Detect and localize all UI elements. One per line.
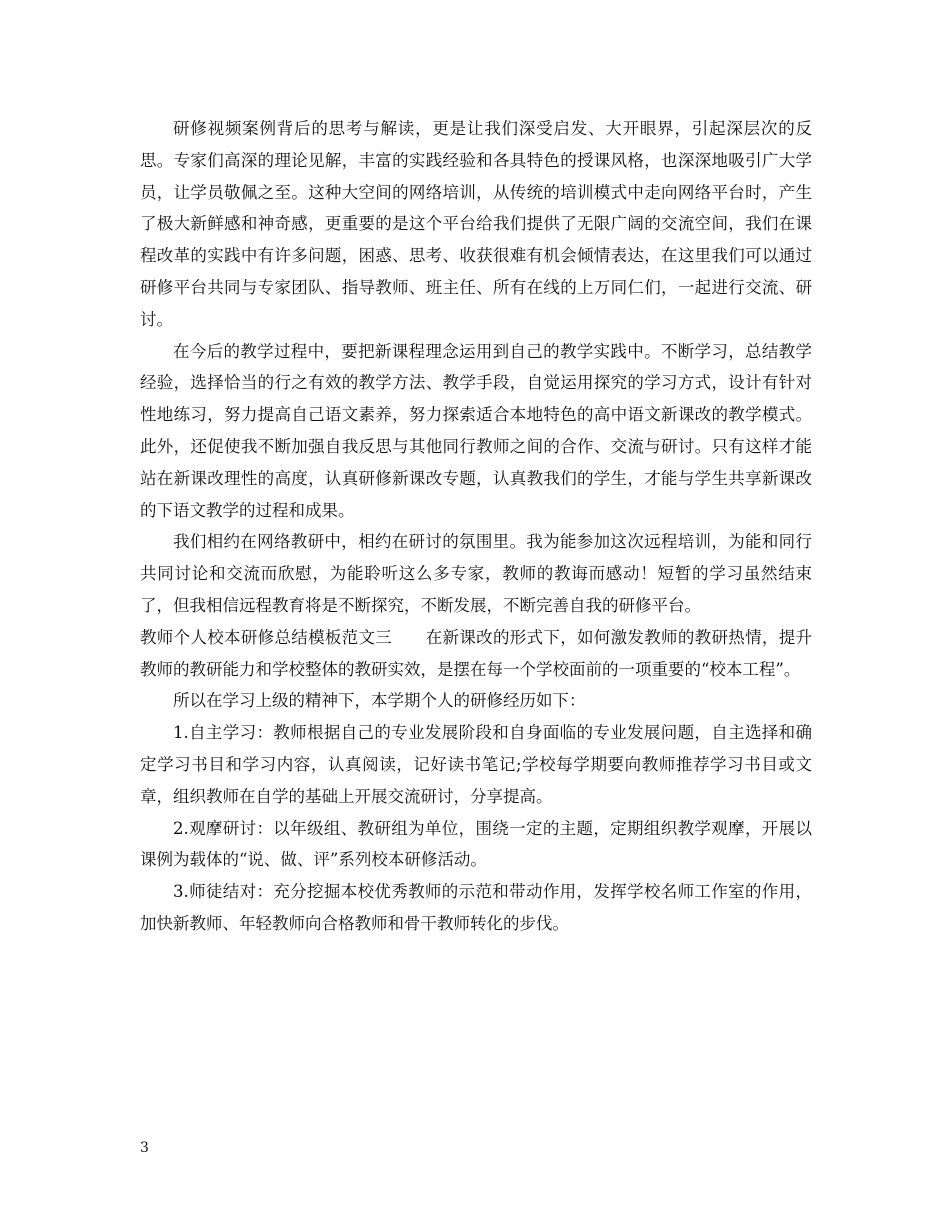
document-body: [140, 113, 812, 940]
paragraph-study-experience-intro: 所以在学习上级的精神下，本学期个人的研修经历如下：: [173, 691, 586, 711]
list-item-observation-discussion: 2.观摩研讨：以年级组、教研组为单位，围绕一定的主题，定期组织教学观摩，开展以课例为载体的“说、做、评”系列校本研修活动。: [140, 818, 812, 870]
list-item-mentorship: 3.师徒结对：充分挖掘本校优秀教师的示范和带动作用，发挥学校名师工作室的作用，加快新教师、年轻教师向合格教师和骨干教师转化的步伐。: [140, 882, 812, 933]
paragraph-future-teaching: 在今后的教学过程中，要把新课程理念运用到自己的教学实践中。不断学习，总结教学经验，选择恰当的行之有效的教学方法、教学手段，自觉运用探究的学习方式，设计有针对性地练习，努力提高自己语文素养，努力探索适合本地特色的高中语文新课改的教学模式。此外，还促使我不断加强自我反思与其他同行教师之间的合作、交流与研讨。只有这样才能站在新课改理性的高度，认真研修新课改专题，认真教我们的学生，才能与学生共享新课改的下语文教学的过程和成果。: [140, 341, 812, 520]
list-item-self-study: 1.自主学习：教师根据自己的专业发展阶段和自身面临的专业发展问题，自主选择和确定学习书目和学习内容，认真阅读，记好读书笔记;学校每学期要向教师推荐学习书目或文章，组织教师在自学的基础上开展交流研讨，分享提高。: [140, 723, 812, 806]
paragraph-reflection: 研修视频案例背后的思考与解读，更是让我们深受启发、大开眼界，引起深层次的反思。专家们高深的理论见解，丰富的实践经验和各具特色的授课风格，也深深地吸引广大学员，让学员敬佩之至。这种大空间的网络培训，从传统的培训模式中走向网络平台时，产生了极大新鲜感和神奇感，更重要的是这个平台给我们提供了无限广阔的交流空间，我们在课程改革的实践中有许多问题，困惑、思考、收获很难有机会倾情表达，在这里我们可以通过研修平台共同与专家团队、指导教师、班主任、所有在线的上万同仁们，一起进行交流、研讨。: [140, 119, 812, 329]
page-number: 3: [140, 1140, 149, 1156]
paragraph-template-three: 教师个人校本研修总结模板范文三 在新课改的形式下，如何激发教师的教研热情，提升教师的教研能力和学校整体的教研实效，是摆在每一个学校面前的一项重要的“校本工程”。: [140, 627, 812, 679]
paragraph-network-research: 我们相约在网络教研中，相约在研讨的氛围里。我为能参加这次远程培训，为能和同行共同讨论和交流而欣慰，为能聆听这么多专家，教师的教诲而感动！短暂的学习虽然结束了，但我相信远程教育将是不断探究，不断发展，不断完善自我的研修平台。: [140, 532, 812, 615]
